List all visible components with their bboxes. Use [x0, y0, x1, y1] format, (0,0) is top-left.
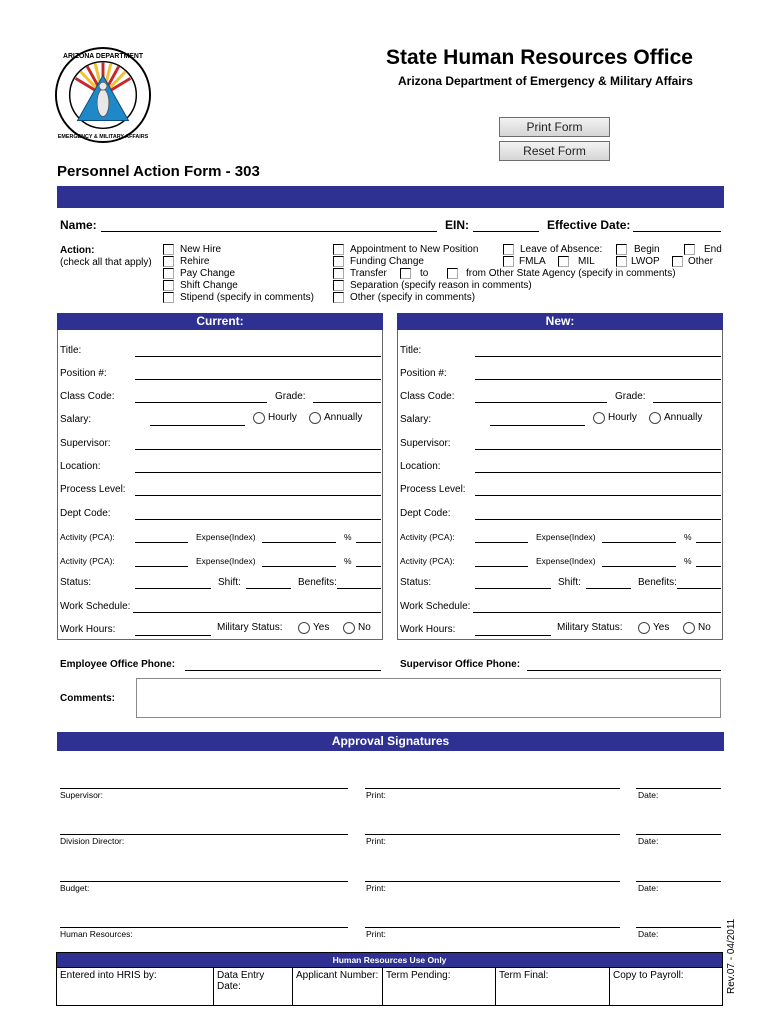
shift-change-label: Shift Change	[180, 280, 238, 291]
new-military-no-label: No	[698, 622, 711, 633]
current-shift-field[interactable]	[246, 588, 291, 589]
budget-date-field[interactable]	[636, 881, 721, 882]
current-expense-2-field[interactable]	[262, 566, 336, 567]
current-class-code-field[interactable]	[135, 402, 267, 403]
current-salary-label: Salary:	[60, 414, 92, 425]
new-hourly-radio[interactable]	[593, 412, 605, 424]
new-salary-label: Salary:	[400, 414, 432, 425]
current-salary-field[interactable]	[150, 425, 245, 426]
new-military-no-radio[interactable]	[683, 622, 695, 634]
new-dept-code-label: Dept Code:	[400, 508, 451, 519]
current-supervisor-field[interactable]	[135, 449, 381, 450]
form-title: Personnel Action Form - 303	[57, 163, 260, 180]
new-supervisor-field[interactable]	[475, 449, 721, 450]
budget-print-label: Print:	[366, 883, 386, 893]
loa-end-checkbox[interactable]	[684, 244, 695, 255]
new-supervisor-label: Supervisor:	[400, 438, 451, 449]
hr-sig-label: Human Resources:	[60, 929, 133, 939]
approval-heading: Approval Signatures	[57, 732, 724, 751]
funding-change-label: Funding Change	[350, 256, 424, 267]
transfer-to-label: to	[420, 268, 429, 279]
name-label: Name:	[60, 218, 97, 232]
supervisor-date-field[interactable]	[636, 788, 721, 789]
new-activity-2-field[interactable]	[475, 566, 528, 567]
employee-phone-label: Employee Office Phone:	[60, 659, 176, 670]
new-title-field[interactable]	[475, 356, 721, 357]
term-pending-cell[interactable]: Term Pending:	[383, 968, 496, 1006]
current-shift-label: Shift:	[218, 577, 241, 588]
budget-sig-label: Budget:	[60, 883, 90, 893]
current-percent-2-field[interactable]	[356, 566, 381, 567]
current-activity-2-label: Activity (PCA):	[60, 556, 115, 566]
hr-date-field[interactable]	[636, 927, 721, 928]
current-work-hours-label: Work Hours:	[60, 624, 116, 635]
svg-text:ARIZONA DEPARTMENT: ARIZONA DEPARTMENT	[62, 52, 144, 60]
current-military-yes-label: Yes	[313, 622, 330, 633]
loa-other-checkbox[interactable]	[672, 256, 683, 267]
other-action-label: Other (specify in comments)	[350, 292, 476, 303]
current-work-schedule-label: Work Schedule:	[60, 601, 131, 612]
effective-date-field[interactable]	[633, 231, 721, 232]
current-panel	[57, 313, 383, 640]
new-salary-field[interactable]	[490, 425, 585, 426]
separation-checkbox[interactable]	[333, 280, 344, 291]
term-final-cell[interactable]: Term Final:	[496, 968, 610, 1006]
new-grade-field[interactable]	[653, 402, 721, 403]
supervisor-sig-label: Supervisor:	[60, 790, 103, 800]
data-entry-date-cell[interactable]: Data Entry Date:	[214, 968, 293, 1006]
new-work-hours-field[interactable]	[475, 635, 551, 636]
new-work-hours-label: Work Hours:	[400, 624, 456, 635]
hr-print-field[interactable]	[365, 927, 620, 928]
transfer-label: Transfer	[350, 268, 387, 279]
current-grade-label: Grade:	[275, 391, 306, 402]
new-expense-2-label: Expense(Index)	[536, 556, 596, 566]
pay-change-label: Pay Change	[180, 268, 236, 279]
new-class-code-field[interactable]	[475, 402, 607, 403]
separation-label: Separation (specify reason in comments)	[350, 280, 532, 291]
current-activity-2-field[interactable]	[135, 566, 188, 567]
current-military-status-label: Military Status:	[217, 622, 283, 633]
new-title-label: Title:	[400, 345, 422, 356]
new-expense-1-label: Expense(Index)	[536, 532, 596, 542]
supervisor-phone-label: Supervisor Office Phone:	[400, 659, 521, 670]
new-location-field[interactable]	[475, 472, 721, 473]
current-work-schedule-field[interactable]	[133, 612, 381, 613]
lwop-label: LWOP	[631, 256, 660, 267]
current-expense-2-label: Expense(Index)	[196, 556, 256, 566]
copy-to-payroll-cell[interactable]: Copy to Payroll:	[610, 968, 723, 1006]
new-military-status-label: Military Status:	[557, 622, 623, 633]
new-position-label: Position #:	[400, 368, 447, 379]
new-status-field[interactable]	[475, 588, 551, 589]
transfer-from-checkbox[interactable]	[447, 268, 458, 279]
current-activity-1-label: Activity (PCA):	[60, 532, 115, 542]
current-benefits-field[interactable]	[337, 588, 381, 589]
current-military-no-label: No	[358, 622, 371, 633]
supervisor-print-label: Print:	[366, 790, 386, 800]
division-director-date-label: Date:	[638, 836, 659, 846]
new-hourly-label: Hourly	[608, 412, 637, 423]
supervisor-phone-field[interactable]	[527, 670, 721, 671]
action-hint: (check all that apply)	[60, 257, 152, 268]
current-status-field[interactable]	[135, 588, 211, 589]
comments-field[interactable]	[136, 678, 721, 718]
current-expense-1-field[interactable]	[262, 542, 336, 543]
header-bar	[57, 186, 724, 208]
rehire-checkbox[interactable]	[163, 256, 174, 267]
rehire-label: Rehire	[180, 256, 210, 267]
division-director-print-label: Print:	[366, 836, 386, 846]
name-field[interactable]	[101, 231, 437, 232]
new-military-yes-radio[interactable]	[638, 622, 650, 634]
new-location-label: Location:	[400, 461, 441, 472]
new-benefits-field[interactable]	[677, 588, 721, 589]
current-percent-1-label: %	[344, 532, 352, 542]
stipend-checkbox[interactable]	[163, 292, 174, 303]
pay-change-checkbox[interactable]	[163, 268, 174, 279]
current-title-field[interactable]	[135, 356, 381, 357]
shift-change-checkbox[interactable]	[163, 280, 174, 291]
current-work-hours-field[interactable]	[135, 635, 211, 636]
new-expense-2-field[interactable]	[602, 566, 676, 567]
division-director-signature-field[interactable]	[60, 834, 348, 835]
current-annually-radio[interactable]	[309, 412, 321, 424]
current-annually-label: Annually	[324, 412, 363, 423]
ein-field[interactable]	[473, 231, 539, 232]
division-director-print-field[interactable]	[365, 834, 620, 835]
transfer-checkbox[interactable]	[333, 268, 344, 279]
current-position-label: Position #:	[60, 368, 107, 379]
fmla-label: FMLA	[519, 256, 546, 267]
supervisor-date-label: Date:	[638, 790, 659, 800]
new-hire-checkbox[interactable]	[163, 244, 174, 255]
new-process-level-field[interactable]	[475, 495, 721, 496]
current-military-no-radio[interactable]	[343, 622, 355, 634]
new-class-code-label: Class Code:	[400, 391, 455, 402]
action-label: Action:	[60, 245, 95, 256]
loa-end-label: End	[704, 244, 722, 255]
supervisor-print-field[interactable]	[365, 788, 620, 789]
current-percent-2-label: %	[344, 556, 352, 566]
loa-begin-label: Begin	[634, 244, 660, 255]
current-class-code-label: Class Code:	[60, 391, 115, 402]
current-military-yes-radio[interactable]	[298, 622, 310, 634]
mil-checkbox[interactable]	[558, 256, 569, 267]
division-director-sig-label: Division Director:	[60, 836, 125, 846]
new-shift-field[interactable]	[586, 588, 631, 589]
new-annually-radio[interactable]	[649, 412, 661, 424]
division-director-date-field[interactable]	[636, 834, 721, 835]
new-percent-1-label: %	[684, 532, 692, 542]
new-activity-1-field[interactable]	[475, 542, 528, 543]
new-heading: New:	[397, 313, 723, 330]
loa-other-label: Other	[688, 256, 714, 267]
appointment-checkbox[interactable]	[333, 244, 344, 255]
current-hourly-radio[interactable]	[253, 412, 265, 424]
new-annually-label: Annually	[664, 412, 703, 423]
transfer-to-checkbox[interactable]	[400, 268, 411, 279]
new-activity-1-label: Activity (PCA):	[400, 532, 455, 542]
mil-label: MIL	[578, 256, 595, 267]
new-benefits-label: Benefits:	[638, 577, 677, 588]
new-dept-code-field[interactable]	[475, 519, 721, 520]
reset-form-button[interactable]: Reset Form	[499, 141, 610, 161]
new-work-schedule-label: Work Schedule:	[400, 601, 471, 612]
hr-use-table	[56, 952, 723, 1006]
hr-print-label: Print:	[366, 929, 386, 939]
arizona-seal-logo	[54, 46, 152, 144]
department-subtitle: Arizona Department of Emergency & Military Affairs	[398, 74, 693, 88]
current-dept-code-label: Dept Code:	[60, 508, 111, 519]
supervisor-signature-field[interactable]	[60, 788, 348, 789]
new-position-field[interactable]	[475, 379, 721, 380]
new-percent-2-field[interactable]	[696, 566, 721, 567]
new-hire-label: New Hire	[180, 244, 222, 255]
current-status-label: Status:	[60, 577, 92, 588]
transfer-from-label: from Other State Agency (specify in comments)	[466, 268, 676, 279]
new-grade-label: Grade:	[615, 391, 646, 402]
appointment-label: Appointment to New Position	[350, 244, 479, 255]
new-status-label: Status:	[400, 577, 432, 588]
leave-of-absence-label: Leave of Absence:	[520, 244, 603, 255]
current-benefits-label: Benefits:	[298, 577, 337, 588]
new-percent-2-label: %	[684, 556, 692, 566]
current-hourly-label: Hourly	[268, 412, 297, 423]
funding-change-checkbox[interactable]	[333, 256, 344, 267]
new-work-schedule-field[interactable]	[473, 612, 721, 613]
current-position-field[interactable]	[135, 379, 381, 380]
current-process-level-field[interactable]	[135, 495, 381, 496]
current-location-label: Location:	[60, 461, 101, 472]
hr-signature-field[interactable]	[60, 927, 348, 928]
new-panel	[397, 313, 723, 640]
employee-phone-field[interactable]	[185, 670, 381, 671]
lwop-checkbox[interactable]	[616, 256, 627, 267]
new-expense-1-field[interactable]	[602, 542, 676, 543]
leave-of-absence-checkbox[interactable]	[503, 244, 514, 255]
office-title: State Human Resources Office	[386, 46, 693, 69]
new-activity-2-label: Activity (PCA):	[400, 556, 455, 566]
current-grade-field[interactable]	[313, 402, 381, 403]
current-activity-1-field[interactable]	[135, 542, 188, 543]
new-process-level-label: Process Level:	[400, 484, 466, 495]
loa-begin-checkbox[interactable]	[616, 244, 627, 255]
ein-label: EIN:	[445, 218, 469, 232]
current-heading: Current:	[57, 313, 383, 330]
hr-use-heading: Human Resources Use Only	[57, 953, 723, 968]
current-title-label: Title:	[60, 345, 82, 356]
new-percent-1-field[interactable]	[696, 542, 721, 543]
revision-label: Rev.07 - 04/2011	[726, 918, 737, 994]
current-expense-1-label: Expense(Index)	[196, 532, 256, 542]
print-form-button[interactable]: Print Form	[499, 117, 610, 137]
current-percent-1-field[interactable]	[356, 542, 381, 543]
budget-date-label: Date:	[638, 883, 659, 893]
current-process-level-label: Process Level:	[60, 484, 126, 495]
hr-date-label: Date:	[638, 929, 659, 939]
budget-print-field[interactable]	[365, 881, 620, 882]
comments-label: Comments:	[60, 693, 116, 704]
svg-text:EMERGENCY & MILITARY AFFAIRS: EMERGENCY & MILITARY AFFAIRS	[57, 134, 149, 141]
effective-date-label: Effective Date:	[547, 218, 631, 232]
current-location-field[interactable]	[135, 472, 381, 473]
applicant-number-cell[interactable]: Applicant Number:	[293, 968, 383, 1006]
entered-hris-cell[interactable]: Entered into HRIS by:	[57, 968, 214, 1006]
stipend-label: Stipend (specify in comments)	[180, 292, 314, 303]
new-military-yes-label: Yes	[653, 622, 670, 633]
other-action-checkbox[interactable]	[333, 292, 344, 303]
current-supervisor-label: Supervisor:	[60, 438, 111, 449]
current-dept-code-field[interactable]	[135, 519, 381, 520]
fmla-checkbox[interactable]	[503, 256, 514, 267]
budget-signature-field[interactable]	[60, 881, 348, 882]
new-shift-label: Shift:	[558, 577, 581, 588]
